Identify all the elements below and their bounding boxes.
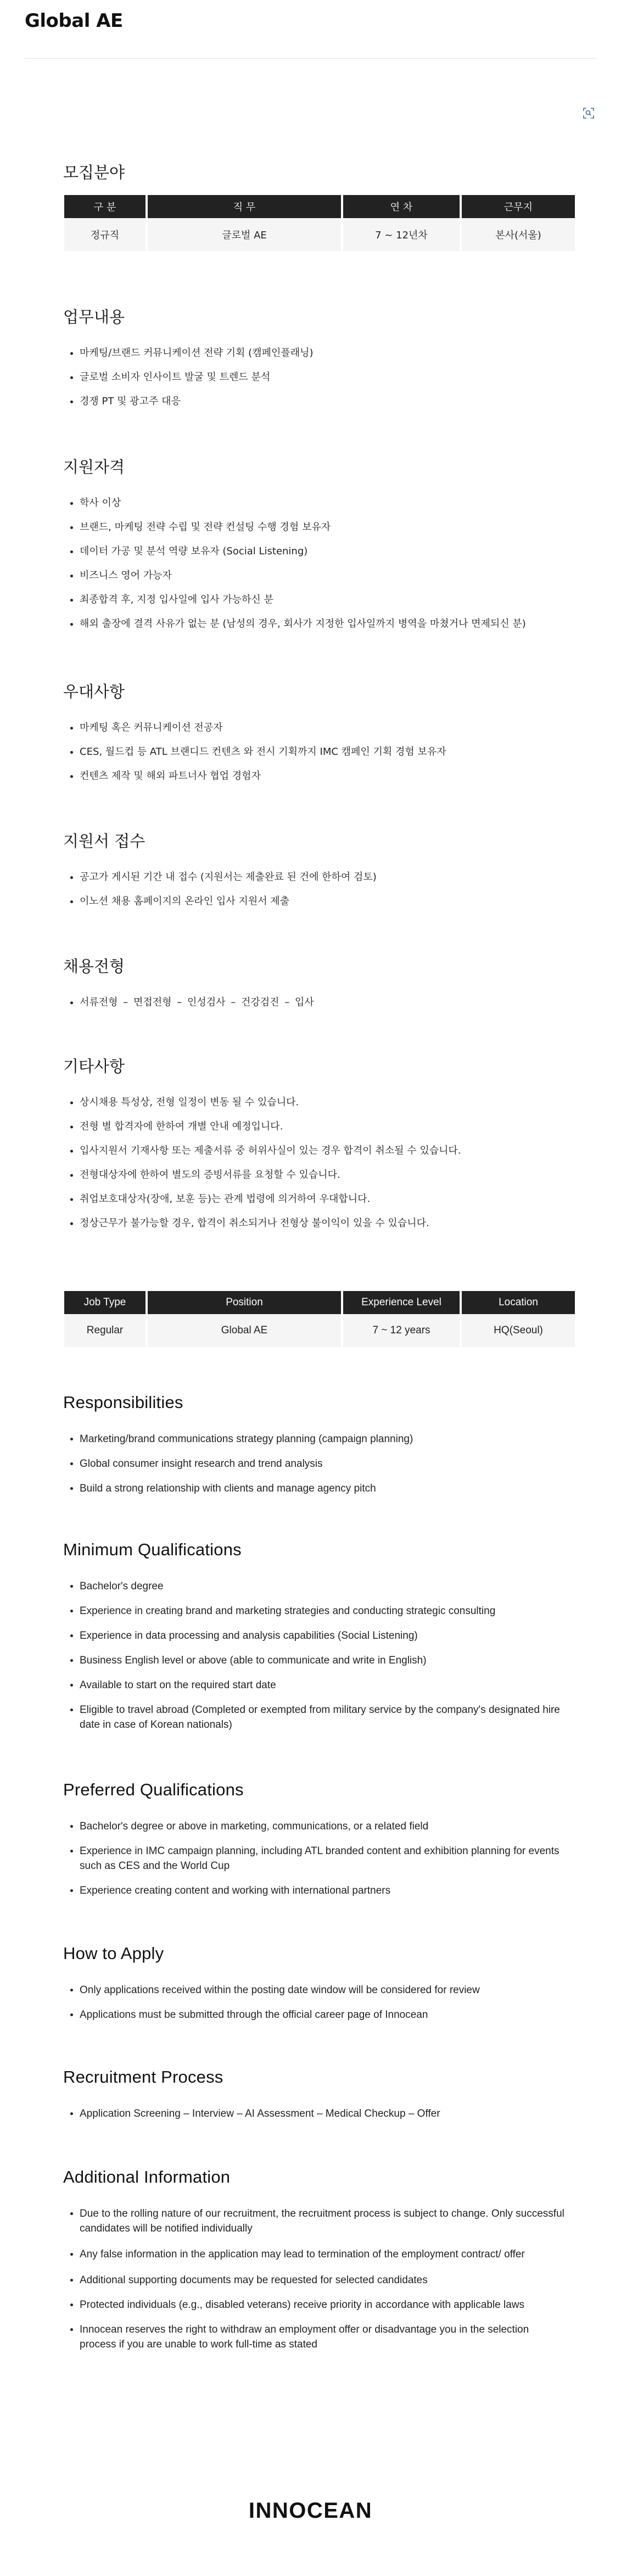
section-title: 모집분야 [63, 163, 125, 182]
list-item: Experience in creating brand and marketing strategies and conducting strategic consulting [63, 1604, 566, 1618]
en-recruit-field-section [63, 1291, 566, 1347]
list-item: Only applications received within the posting date window will be considered for review [63, 1983, 566, 1998]
table-cell: Global AE [148, 1314, 341, 1347]
list-item: Experience creating content and working with international partners [63, 1883, 566, 1898]
list-item: 해외 출장에 결격 사유가 없는 분 (남성의 경우, 회사가 지정한 입사일까지 병역을 마쳤거나 면제되신 분) [63, 617, 566, 631]
list-item: Application Screening – Interview – AI Assessment – Medical Checkup – Offer [63, 2106, 566, 2121]
table-cell: 본사(서울) [462, 218, 575, 251]
section-title: Responsibilities [63, 1393, 183, 1412]
list-item: 정상근무가 불가능할 경우, 합격이 취소되거나 전형상 불이익이 있을 수 있습니다. [63, 1216, 566, 1231]
list-item: 상시채용 특성상, 전형 일정이 변동 될 수 있습니다. [63, 1095, 566, 1110]
list-item: Global consumer insight research and trend analysis [63, 1456, 566, 1471]
list-item: CES, 월드컵 등 ATL 브랜디드 컨텐츠 와 전시 기획까지 IMC 캠페인 기획 경험 보유자 [63, 745, 566, 759]
section-title: 업무내용 [63, 308, 125, 326]
table-cell: Regular [64, 1314, 146, 1347]
en-additional-information-section [63, 2168, 566, 2362]
ko-preferred-section [63, 684, 566, 793]
ko-apply-section [63, 833, 566, 919]
section-title: How to Apply [63, 1944, 164, 1963]
section-title: 채용전형 [63, 957, 125, 976]
section-title: 기타사항 [63, 1057, 125, 1076]
table-row [64, 218, 575, 251]
list-item: 공고가 게시된 기간 내 접수 (지원서는 제출완료 된 건에 한하여 검토) [63, 870, 566, 884]
ko-duties-section [63, 309, 566, 419]
list-item: 전형대상자에 한하여 별도의 증빙서류를 요청할 수 있습니다. [63, 1168, 566, 1182]
section-title: Additional Information [63, 2167, 231, 2186]
list-item: Bachelor's degree [63, 1579, 566, 1594]
title-divider [25, 58, 596, 59]
list-item: Protected individuals (e.g., disabled veterans) receive priority in accordance with applicable laws [63, 2297, 566, 2312]
list-item: 입사지원서 기재사항 또는 제출서류 중 허위사실이 있는 경우 합격이 취소될 수 있습니다. [63, 1144, 566, 1158]
list-item: 데이터 가공 및 분석 역량 보유자 (Social Listening) [63, 544, 566, 559]
list-item: 서류전형 – 면접전형 – 인성검사 – 건강검진 – 입사 [63, 995, 566, 1010]
en-recruit-table [62, 1291, 577, 1347]
list-item: Additional supporting documents may be requested for selected candidates [63, 2273, 566, 2288]
table-header: 근무지 [462, 195, 575, 218]
list-item: 최종합격 후, 지정 입사일에 입사 가능하신 분 [63, 593, 566, 607]
en-recruitment-process-section [63, 2068, 566, 2131]
section-title: 지원서 접수 [63, 832, 146, 850]
list-item: Marketing/brand communications strategy planning (campaign planning) [63, 1432, 566, 1446]
table-header: Position [148, 1291, 341, 1314]
list-item: Experience in data processing and analysis capabilities (Social Listening) [63, 1628, 566, 1643]
ko-recruit-field-section [63, 165, 566, 251]
table-header-row [64, 1291, 575, 1314]
list-item: Business English level or above (able to communicate and write in English) [63, 1653, 566, 1668]
table-header: Experience Level [343, 1291, 460, 1314]
list-item: Build a strong relationship with clients and manage agency pitch [63, 1481, 566, 1496]
table-cell: 글로벌 AE [148, 218, 341, 251]
list-item: Eligible to travel abroad (Completed or exempted from military service by the company's designated hire date in case of Korean nationals) [63, 1703, 566, 1732]
table-header: Location [462, 1291, 575, 1314]
table-cell: 7 ~ 12 years [343, 1314, 460, 1347]
list-item: 취업보호대상자(장애, 보훈 등)는 관계 법령에 의거하여 우대합니다. [63, 1192, 566, 1206]
section-title: 우대사항 [63, 682, 125, 701]
list-item: 전형 별 합격자에 한하여 개별 안내 예정입니다. [63, 1120, 566, 1134]
list-item: Bachelor's degree or above in marketing, communications, or a related field [63, 1819, 566, 1834]
list-item: Experience in IMC campaign planning, including ATL branded content and exhibition planning for events such as CES and the World Cup [63, 1844, 566, 1873]
en-responsibilities-section [63, 1394, 566, 1506]
section-title: Recruitment Process [63, 2067, 223, 2087]
list-item: Available to start on the required start date [63, 1678, 566, 1693]
list-item: 브랜드, 마케팅 전략 수립 및 전략 컨설팅 수행 경험 보유자 [63, 520, 566, 535]
list-item: 마케팅 혹은 커뮤니케이션 전공자 [63, 721, 566, 735]
table-header: 연 차 [343, 195, 460, 218]
table-cell: 7 ~ 12년차 [343, 218, 460, 251]
list-item: 컨텐츠 제작 및 해외 파트너사 협업 경험자 [63, 769, 566, 783]
en-preferred-qualifications-section [63, 1781, 566, 1908]
ko-recruit-table [62, 195, 577, 251]
list-item: 마케팅/브랜드 커뮤니케이션 전략 기획 (캠페인플래닝) [63, 346, 566, 360]
list-item: 글로벌 소비자 인사이트 발굴 및 트렌드 분석 [63, 370, 566, 385]
list-item: 학사 이상 [63, 496, 566, 510]
list-item: Applications must be submitted through the official career page of Innocean [63, 2007, 566, 2022]
list-item: Innocean reserves the right to withdraw an employment offer or disadvantage you in the selection process if you are unable to work full-time as stated [63, 2322, 566, 2352]
table-row [64, 1314, 575, 1347]
list-item: 이노션 채용 홈페이지의 온라인 입사 지원서 제출 [63, 894, 566, 909]
innocean-logo: INNOCEAN [248, 2499, 373, 2523]
section-title: Preferred Qualifications [63, 1780, 244, 1799]
expand-icon[interactable] [581, 105, 596, 121]
section-title: 지원자격 [63, 458, 125, 476]
en-minimum-qualifications-section [63, 1541, 566, 1742]
page-title: Global AE [25, 10, 123, 32]
ko-process-section [63, 959, 566, 1020]
list-item: Due to the rolling nature of our recruitment, the recruitment process is subject to change. Only successful candidates will be notified individually [63, 2206, 566, 2236]
list-item: Any false information in the application may lead to termination of the employment contract/ offer [63, 2247, 566, 2262]
list-item: 경쟁 PT 및 광고주 대응 [63, 394, 566, 409]
list-item: 비즈니스 영어 가능자 [63, 569, 566, 583]
table-header: Job Type [64, 1291, 146, 1314]
en-how-to-apply-section [63, 1945, 566, 2032]
ko-qualifications-section [63, 459, 566, 641]
table-header-row [64, 195, 575, 218]
table-header: 구 분 [64, 195, 146, 218]
section-title: Minimum Qualifications [63, 1540, 242, 1559]
table-header: 직 무 [148, 195, 341, 218]
ko-etc-section [63, 1059, 566, 1240]
table-cell: 정규직 [64, 218, 146, 251]
table-cell: HQ(Seoul) [462, 1314, 575, 1347]
